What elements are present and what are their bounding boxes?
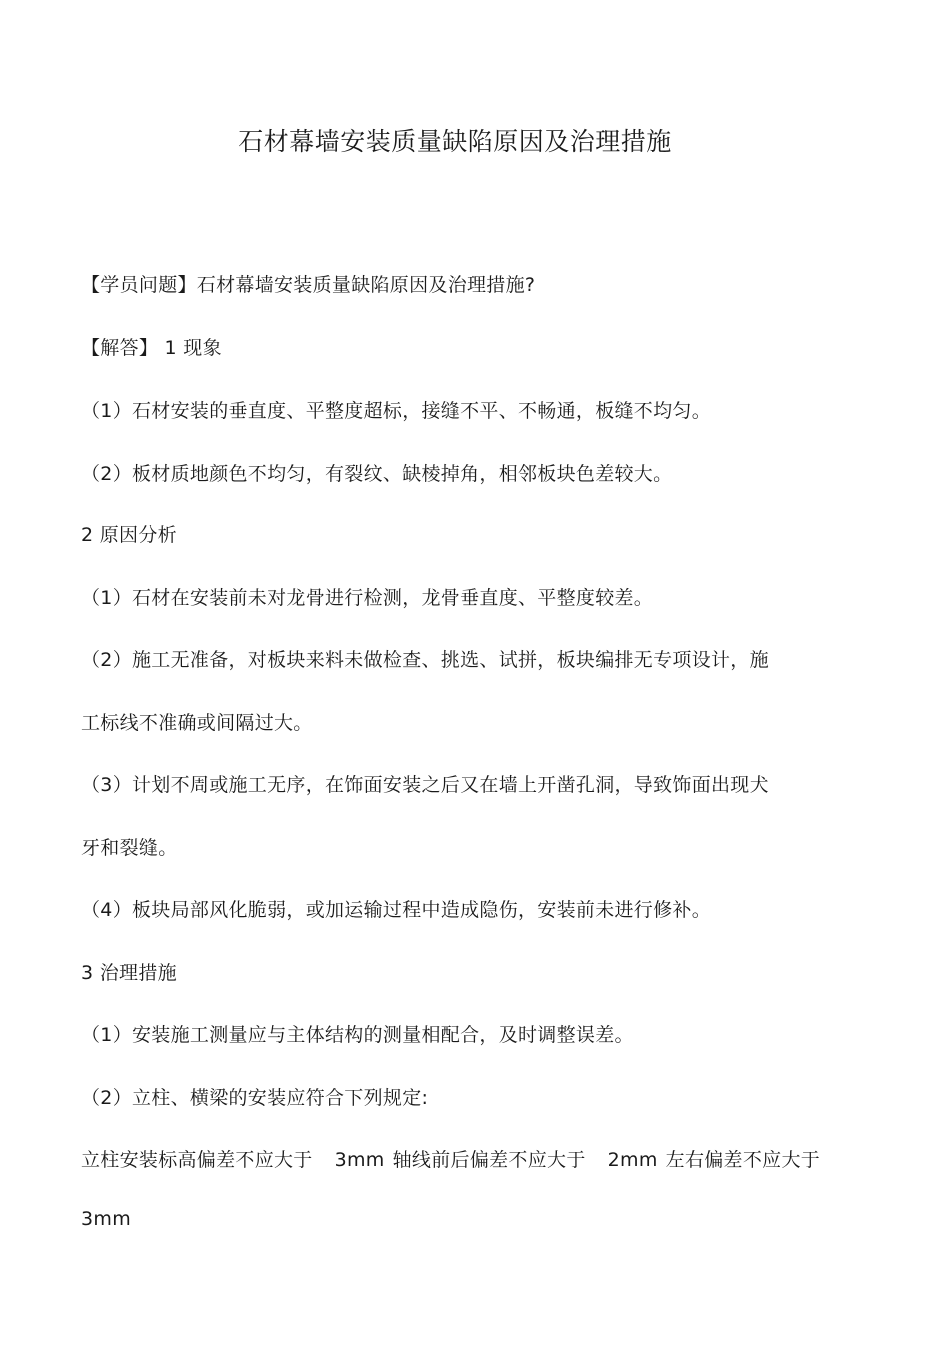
paragraph-cause-3: （3）计划不周或施工无序，在饰面安装之后又在墙上开凿孔洞，导致饰面出现犬 <box>81 774 769 796</box>
spec-value-elevation: 3mm <box>334 1149 385 1171</box>
paragraph-phenomenon-2: （2）板材质地颜色不均匀，有裂纹、缺棱掉角，相邻板块色差较大。 <box>81 463 673 485</box>
paragraph-cause-3-cont: 牙和裂缝。 <box>81 837 178 859</box>
document-title: 石材幕墙安装质量缺陷原因及治理措施 <box>238 127 672 156</box>
paragraph-answer-heading: 【解答】 1 现象 <box>81 337 222 359</box>
paragraph-cause-2: （2）施工无准备，对板块来料未做检查、挑选、试拼，板块编排无专项设计，施 <box>81 649 769 671</box>
section-heading-measures: 3 治理措施 <box>81 962 177 984</box>
spec-text-axis: 轴线前后偏差不应大于 <box>392 1149 586 1171</box>
paragraph-cause-1: （1）石材在安装前未对龙骨进行检测，龙骨垂直度、平整度较差。 <box>81 587 654 609</box>
spec-text-elevation: 立柱安装标高偏差不应大于 <box>81 1149 313 1171</box>
paragraph-spec-line-cont: 3mm <box>81 1208 132 1230</box>
spec-value-axis: 2mm <box>607 1149 658 1171</box>
paragraph-spec-line <box>81 1145 820 1172</box>
paragraph-measure-1: （1）安装施工测量应与主体结构的测量相配合，及时调整误差。 <box>81 1024 634 1046</box>
paragraph-cause-4: （4）板块局部风化脆弱，或加运输过程中造成隐伤，安装前未进行修补。 <box>81 899 711 921</box>
paragraph-cause-2-cont: 工标线不准确或间隔过大。 <box>81 712 313 734</box>
paragraph-question: 【学员问题】石材幕墙安装质量缺陷原因及治理措施? <box>81 274 536 296</box>
spec-text-lateral: 左右偏差不应大于 <box>665 1149 821 1171</box>
paragraph-phenomenon-1: （1）石材安装的垂直度、平整度超标，接缝不平、不畅通，板缝不均匀。 <box>81 400 711 422</box>
paragraph-measure-2: （2）立柱、横梁的安装应符合下列规定: <box>81 1087 429 1109</box>
section-heading-causes: 2 原因分析 <box>81 524 177 546</box>
